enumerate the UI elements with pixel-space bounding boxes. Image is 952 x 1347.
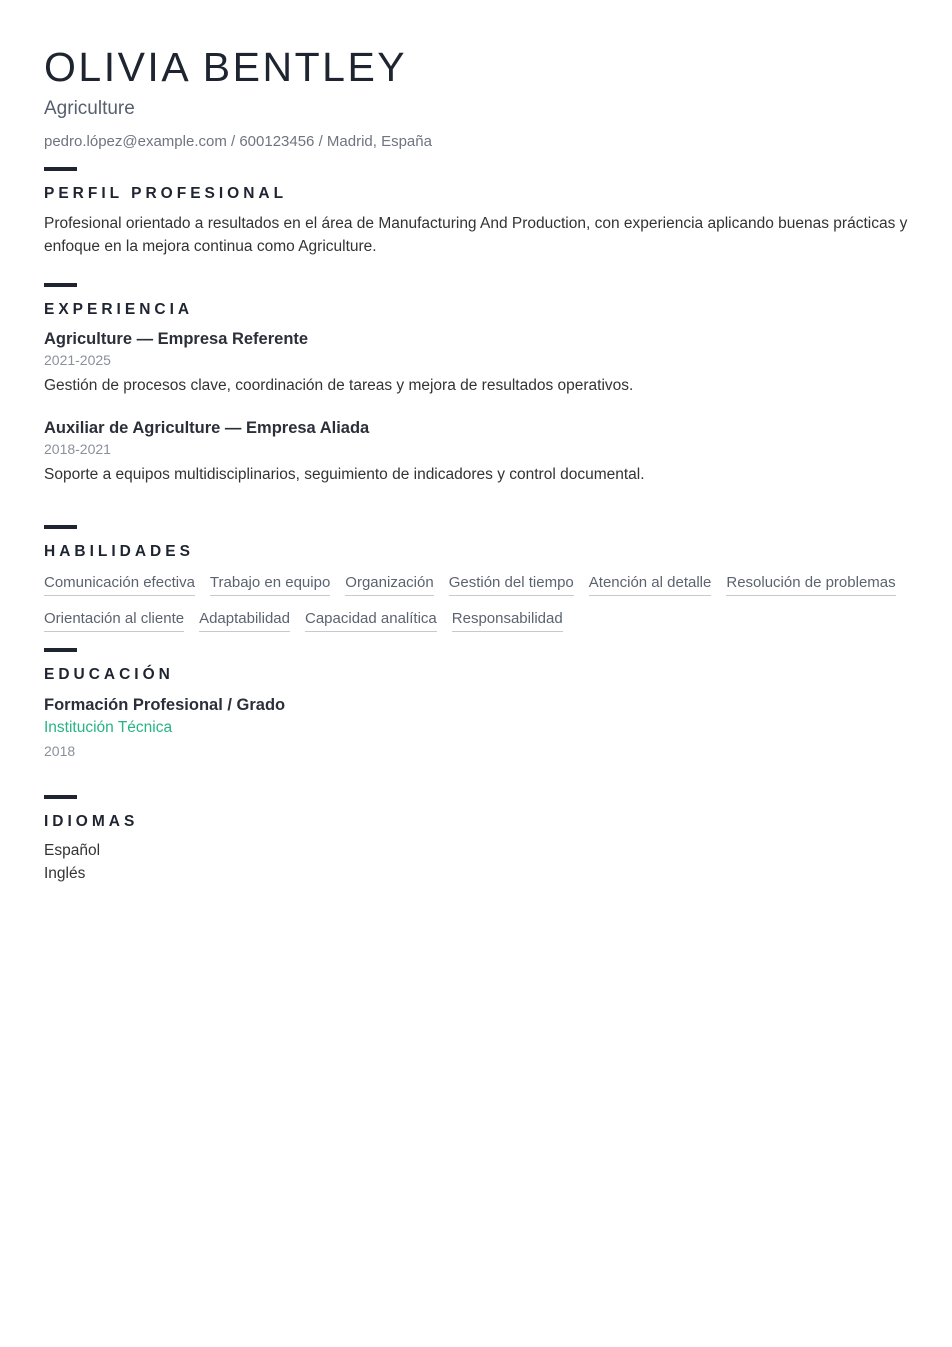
section-rule [44, 167, 77, 171]
section-title-profile: PERFIL PROFESIONAL [44, 185, 288, 203]
section-languages [44, 795, 908, 886]
resume-header [44, 46, 908, 150]
language-item: Español [44, 841, 101, 859]
job-description: Gestión de procesos clave, coordinación de tareas y mejora de resultados operativos. [44, 376, 634, 394]
section-skills [44, 525, 908, 632]
education-degree: Formación Profesional / Grado [44, 695, 286, 714]
section-title-languages: IDIOMAS [44, 812, 139, 830]
section-education [44, 648, 908, 759]
section-rule [44, 283, 77, 287]
skill-item: Organización [345, 574, 433, 596]
skill-item: Trabajo en equipo [210, 574, 330, 596]
skill-item: Atención al detalle [589, 574, 712, 596]
job-title: Auxiliar de Agriculture — Empresa Aliada [44, 419, 370, 438]
skill-item: Capacidad analítica [305, 610, 437, 632]
section-title-experience: EXPERIENCIA [44, 300, 194, 318]
section-title-education: EDUCACIÓN [44, 665, 174, 683]
job-description: Soporte a equipos multidisciplinarios, seguimiento de indicadores y control documental. [44, 466, 645, 484]
job-dates: 2021-2025 [44, 351, 111, 368]
languages-list [44, 840, 908, 886]
skills-list [44, 574, 908, 632]
section-rule [44, 525, 77, 529]
contact-line: pedro.lópez@example.com / 600123456 / Madrid, España [44, 133, 432, 151]
language-item: Inglés [44, 864, 86, 882]
section-rule [44, 648, 77, 652]
section-profile [44, 167, 908, 259]
skill-item: Gestión del tiempo [449, 574, 574, 596]
job-entry [44, 330, 908, 397]
skill-item: Comunicación efectiva [44, 574, 195, 596]
candidate-role: Agriculture [44, 98, 135, 120]
job-dates: 2018-2021 [44, 441, 111, 458]
job-title: Agriculture — Empresa Referente [44, 329, 309, 348]
skill-item: Adaptabilidad [199, 610, 290, 632]
section-experience [44, 283, 908, 486]
education-institution: Institución Técnica [44, 718, 173, 736]
candidate-name: OLIVIA BENTLEY [44, 44, 408, 90]
profile-text: Profesional orientado a resultados en el área de Manufacturing And Production, con experiencia aplicando buenas prácticas y enfoque en la mejora continua como Agriculture. [44, 215, 908, 256]
job-entry [44, 419, 908, 486]
section-title-skills: HABILIDADES [44, 542, 194, 560]
skill-item: Orientación al cliente [44, 610, 184, 632]
skill-item: Responsabilidad [452, 610, 563, 632]
skill-item: Resolución de problemas [726, 574, 895, 596]
education-year: 2018 [44, 742, 76, 759]
section-rule [44, 795, 77, 799]
